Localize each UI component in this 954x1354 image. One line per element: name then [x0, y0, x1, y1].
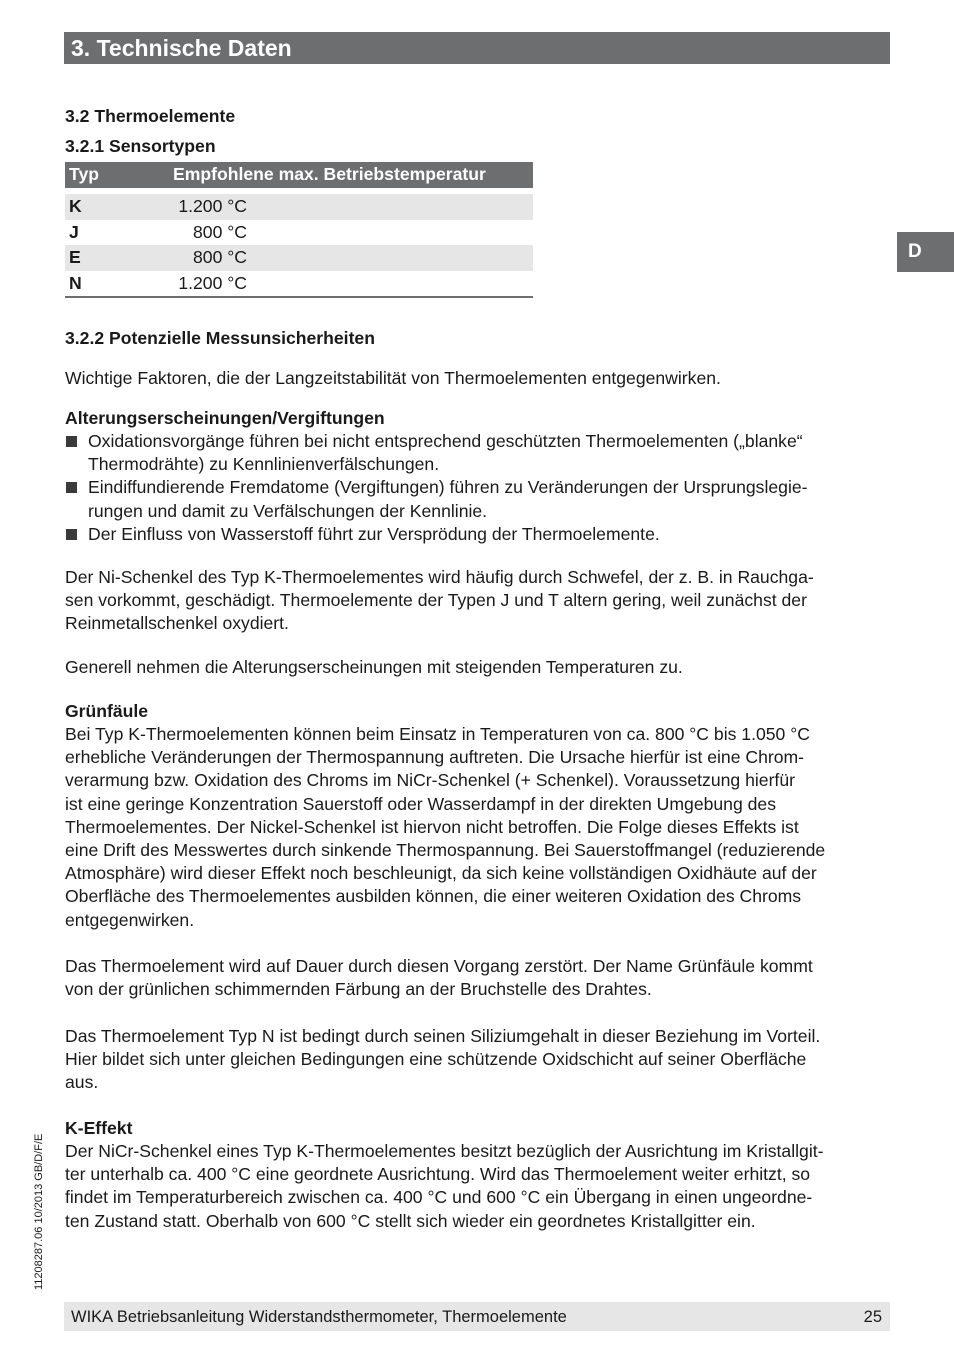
- gruenfaeule-heading: Grünfäule: [65, 701, 149, 721]
- bullet-line: Eindiffundierende Fremdatome (Vergiftungen) führen zu Veränderungen der Ursprungslegie-: [88, 477, 808, 498]
- bullet-line: Der Einfluss von Wasserstoff führt zur Versprödung der Thermoelemente.: [88, 523, 660, 544]
- k-effekt-heading: K-Effekt: [65, 1118, 133, 1138]
- bullet-square-icon: [66, 436, 77, 447]
- footer-text: WIKA Betriebsanleitung Widerstandsthermometer, Thermoelemente: [71, 1308, 567, 1326]
- text-line: von der grünlichen schimmernden Färbung an der Bruchstelle des Drahtes.: [65, 979, 652, 1000]
- text-line: Thermoelementes. Der Nickel-Schenkel ist hiervon nicht betroffen. Die Folge dieses Effekts ist: [65, 816, 799, 837]
- table-row: [65, 220, 533, 246]
- general-paragraph: Generell nehmen die Alterungserscheinungen mit steigenden Temperaturen zu.: [65, 657, 683, 677]
- column-header-type: Typ: [65, 162, 173, 188]
- text-line: erhebliche Veränderungen der Thermospannung auftreten. Die Ursache hierfür ist eine Chrom-: [65, 747, 805, 768]
- bullet-square-icon: [66, 482, 77, 493]
- section-heading-3-2-2: 3.2.2 Potenzielle Messunsicherheiten: [65, 328, 375, 348]
- bullet-square-icon: [66, 529, 77, 540]
- intro-paragraph: Wichtige Faktoren, die der Langzeitstabilität von Thermoelementen entgegenwirken.: [65, 368, 721, 388]
- ni-schenkel-paragraph: [65, 566, 891, 636]
- text-line: Das Thermoelement wird auf Dauer durch diesen Vorgang zerstört. Der Name Grünfäule kommt: [65, 956, 813, 976]
- gruenfaeule-paragraph: [65, 723, 891, 932]
- list-item: [65, 523, 891, 546]
- page-footer: [64, 1302, 890, 1331]
- gruenfaeule-paragraph-2: [65, 955, 891, 1001]
- text-line: verarmung bzw. Oxidation des Chroms im NiCr-Schenkel (+ Schenkel). Voraussetzung hierfür: [65, 770, 795, 791]
- bullet-line: Thermodrähte) zu Kennlinienverfälschungen.: [88, 454, 440, 475]
- sensor-type: E: [65, 245, 173, 271]
- text-line: aus.: [65, 1072, 99, 1093]
- table-row: [65, 245, 533, 271]
- text-line: Bei Typ K-Thermoelementen können beim Einsatz in Temperaturen von ca. 800 °C bis 1.050 °C: [65, 724, 810, 744]
- max-temperature: 800 °C: [173, 245, 533, 271]
- max-temperature: 800 °C: [193, 221, 247, 242]
- text-line: Reinmetallschenkel oxydiert.: [65, 613, 289, 634]
- text-line: Hier bildet sich unter gleichen Bedingungen eine schützende Oxidschicht auf seiner Oberfläche: [65, 1049, 807, 1070]
- text-line: Das Thermoelement Typ N ist bedingt durch seinen Siliziumgehalt in dieser Beziehung im Vorteil.: [65, 1026, 821, 1046]
- chapter-title: 3. Technische Daten: [64, 32, 890, 64]
- max-temperature: 1.200 °C: [173, 194, 533, 220]
- sensor-type: K: [65, 194, 173, 220]
- gruenfaeule-paragraph-3: [65, 1025, 891, 1095]
- bullet-line: rungen und damit zu Verfälschungen der Kennlinie.: [88, 500, 488, 521]
- text-line: Der Ni-Schenkel des Typ K-Thermoelementes wird häufig durch Schwefel, der z. B. in Rauchga-: [65, 567, 814, 587]
- section-heading-3-2-1: 3.2.1 Sensortypen: [65, 136, 216, 156]
- text-line: ten Zustand statt. Oberhalb von 600 °C stellt sich wieder ein geordnetes Kristallgitter ein.: [65, 1210, 756, 1231]
- column-header-temperature: Empfohlene max. Betriebstemperatur: [173, 162, 533, 188]
- language-tab: D: [897, 232, 954, 272]
- page-number: 25: [863, 1308, 882, 1326]
- bullet-line: Oxidationsvorgänge führen bei nicht entsprechend geschützten Thermoelementen („blanke“: [88, 431, 803, 451]
- text-line: sen vorkommt, geschädigt. Thermoelemente der Typen J und T altern gering, weil zunächst der: [65, 590, 807, 611]
- text-line: eine Drift des Messwertes durch sinkende Thermospannung. Bei Sauerstoffmangel (reduzierende: [65, 840, 826, 861]
- text-line: Der NiCr-Schenkel eines Typ K-Thermoelementes besitzt bezüglich der Ausrichtung im Kristallgit-: [65, 1141, 824, 1161]
- table-row: [65, 194, 533, 220]
- sensor-type: N: [65, 271, 173, 298]
- list-item: [65, 430, 891, 476]
- sensor-types-table: [65, 162, 533, 298]
- text-line: findet im Temperaturbereich zwischen ca. 400 °C und 600 °C ein Übergang in einen ungeordne-: [65, 1187, 813, 1208]
- text-line: Oberfläche des Thermoelementes ausbilden können, die einer weiteren Oxidation des Chroms: [65, 886, 802, 907]
- table-row: [65, 271, 533, 298]
- text-line: ist eine geringe Konzentration Sauerstoff oder Wasserdampf in der direkten Umgebung des: [65, 793, 777, 814]
- text-line: entgegenwirken.: [65, 909, 195, 930]
- sensor-type: J: [69, 221, 79, 242]
- section-heading-3-2: 3.2 Thermoelemente: [65, 106, 236, 126]
- max-temperature: 1.200 °C: [173, 271, 533, 298]
- k-effekt-paragraph: [65, 1140, 891, 1233]
- text-line: ter unterhalb ca. 400 °C eine geordnete Ausrichtung. Wird das Thermoelement weiter erhitzt, so: [65, 1164, 811, 1185]
- list-item: [65, 476, 891, 522]
- text-line: Atmosphäre) wird dieser Effekt noch beschleunigt, da sich keine vollständigen Oxidhäute auf der: [65, 863, 817, 884]
- document-code: 11208287.06 10/2013 GB/D/F/E: [33, 1133, 45, 1290]
- aging-bullet-list: [65, 430, 891, 546]
- aging-heading: Alterungserscheinungen/Vergiftungen: [65, 408, 385, 428]
